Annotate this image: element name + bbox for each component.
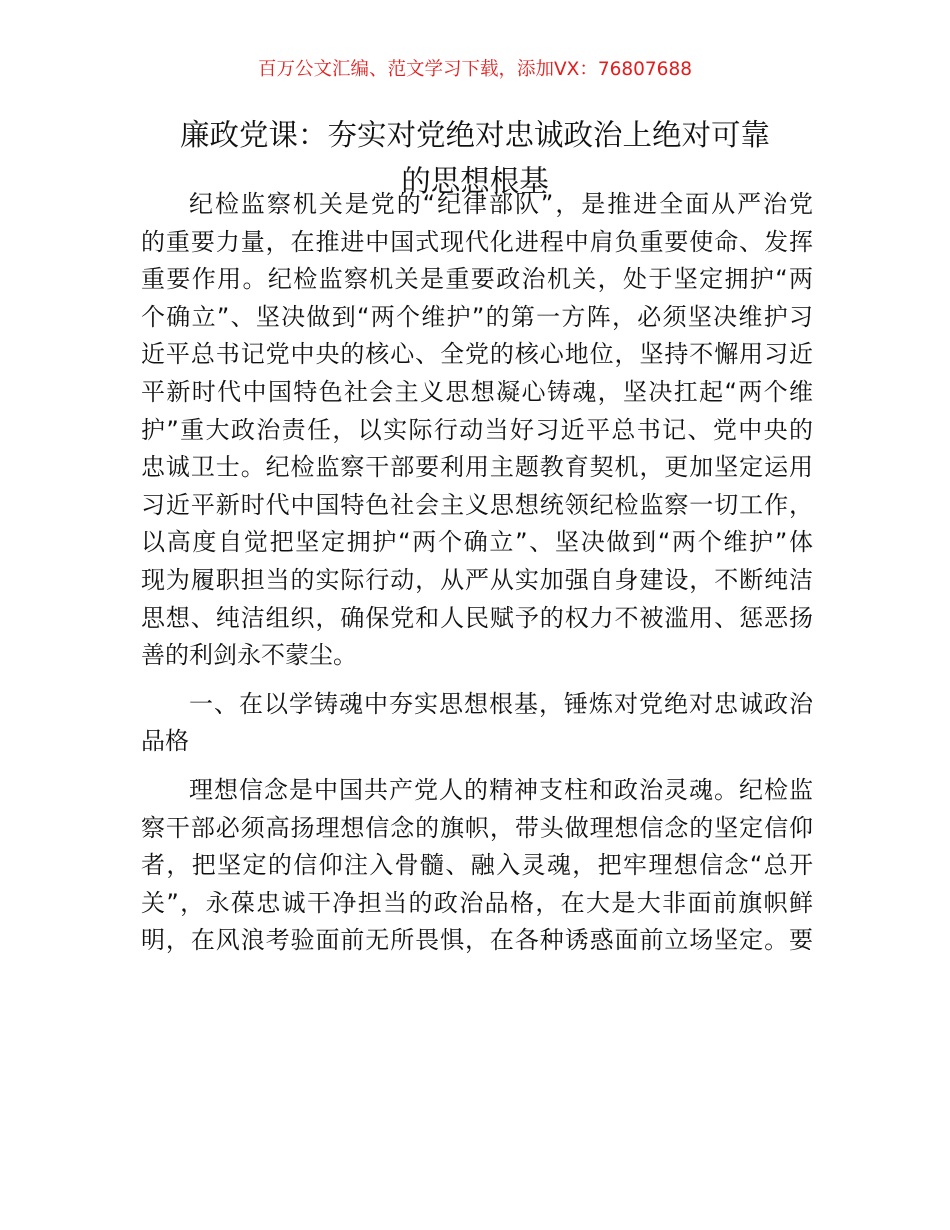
text-line: 现为履职担当的实际行动，从严从实加强自身建设，不断纯洁: [141, 565, 813, 594]
section-heading-1: [141, 686, 813, 761]
text-line: 以高度自觉把坚定拥护“两个确立”、坚决做到“两个维护”体: [141, 528, 813, 557]
text-line: 的重要力量，在推进中国式现代化进程中肩负重要使命、发挥: [141, 227, 813, 256]
header-watermark-text: 百万公文汇编、范文学习下载，添加VX：76807688: [258, 59, 692, 80]
text-line: 理想信念是中国共产党人的精神支柱和政治灵魂。纪检监: [189, 775, 813, 804]
text-line: 重要作用。纪检监察机关是重要政治机关，处于坚定拥护“两: [141, 265, 813, 294]
paragraph-2: [141, 772, 813, 960]
text-line: 近平总书记党中央的核心、全党的核心地位，坚持不懈用习近: [141, 340, 813, 369]
text-line: 关”，永葆忠诚干净担当的政治品格，在大是大非面前旗帜鲜: [141, 888, 813, 917]
title-line-2: 的思想根基: [401, 164, 549, 198]
text-line: 者，把坚定的信仰注入骨髓、融入灵魂，把牢理想信念“总开: [141, 851, 813, 880]
text-line: 平新时代中国特色社会主义思想凝心铸魂，坚决扛起“两个维: [141, 377, 813, 406]
text-line: 明，在风浪考验面前无所畏惧，在各种诱惑面前立场坚定。要: [141, 926, 813, 955]
text-line: 品格: [141, 727, 189, 756]
text-line: 护”重大政治责任，以实际行动当好习近平总书记、党中央的: [141, 415, 813, 444]
paragraph-1: [141, 186, 813, 675]
title-line-1: 廉政党课：夯实对党绝对忠诚政治上绝对可靠: [179, 118, 770, 152]
text-line: 善的利剑永不蒙尘。: [141, 641, 357, 670]
text-line: 个确立”、坚决做到“两个维护”的第一方阵，必须坚决维护习: [141, 302, 813, 331]
text-line: 忠诚卫士。纪检监察干部要利用主题教育契机，更加坚定运用: [141, 453, 813, 482]
text-line: 思想、纯洁组织，确保党和人民赋予的权力不被滥用、惩恶扬: [141, 603, 813, 632]
document-body: [141, 186, 813, 971]
text-line: 一、在以学铸魂中夯实思想根基，锤炼对党绝对忠诚政治: [189, 689, 813, 718]
text-line: 纪检监察机关是党的“纪律部队”，是推进全面从严治党: [189, 190, 813, 218]
text-line: 习近平新时代中国特色社会主义思想统领纪检监察一切工作，: [141, 490, 813, 519]
text-line: 察干部必须高扬理想信念的旗帜，带头做理想信念的坚定信仰: [141, 813, 813, 842]
